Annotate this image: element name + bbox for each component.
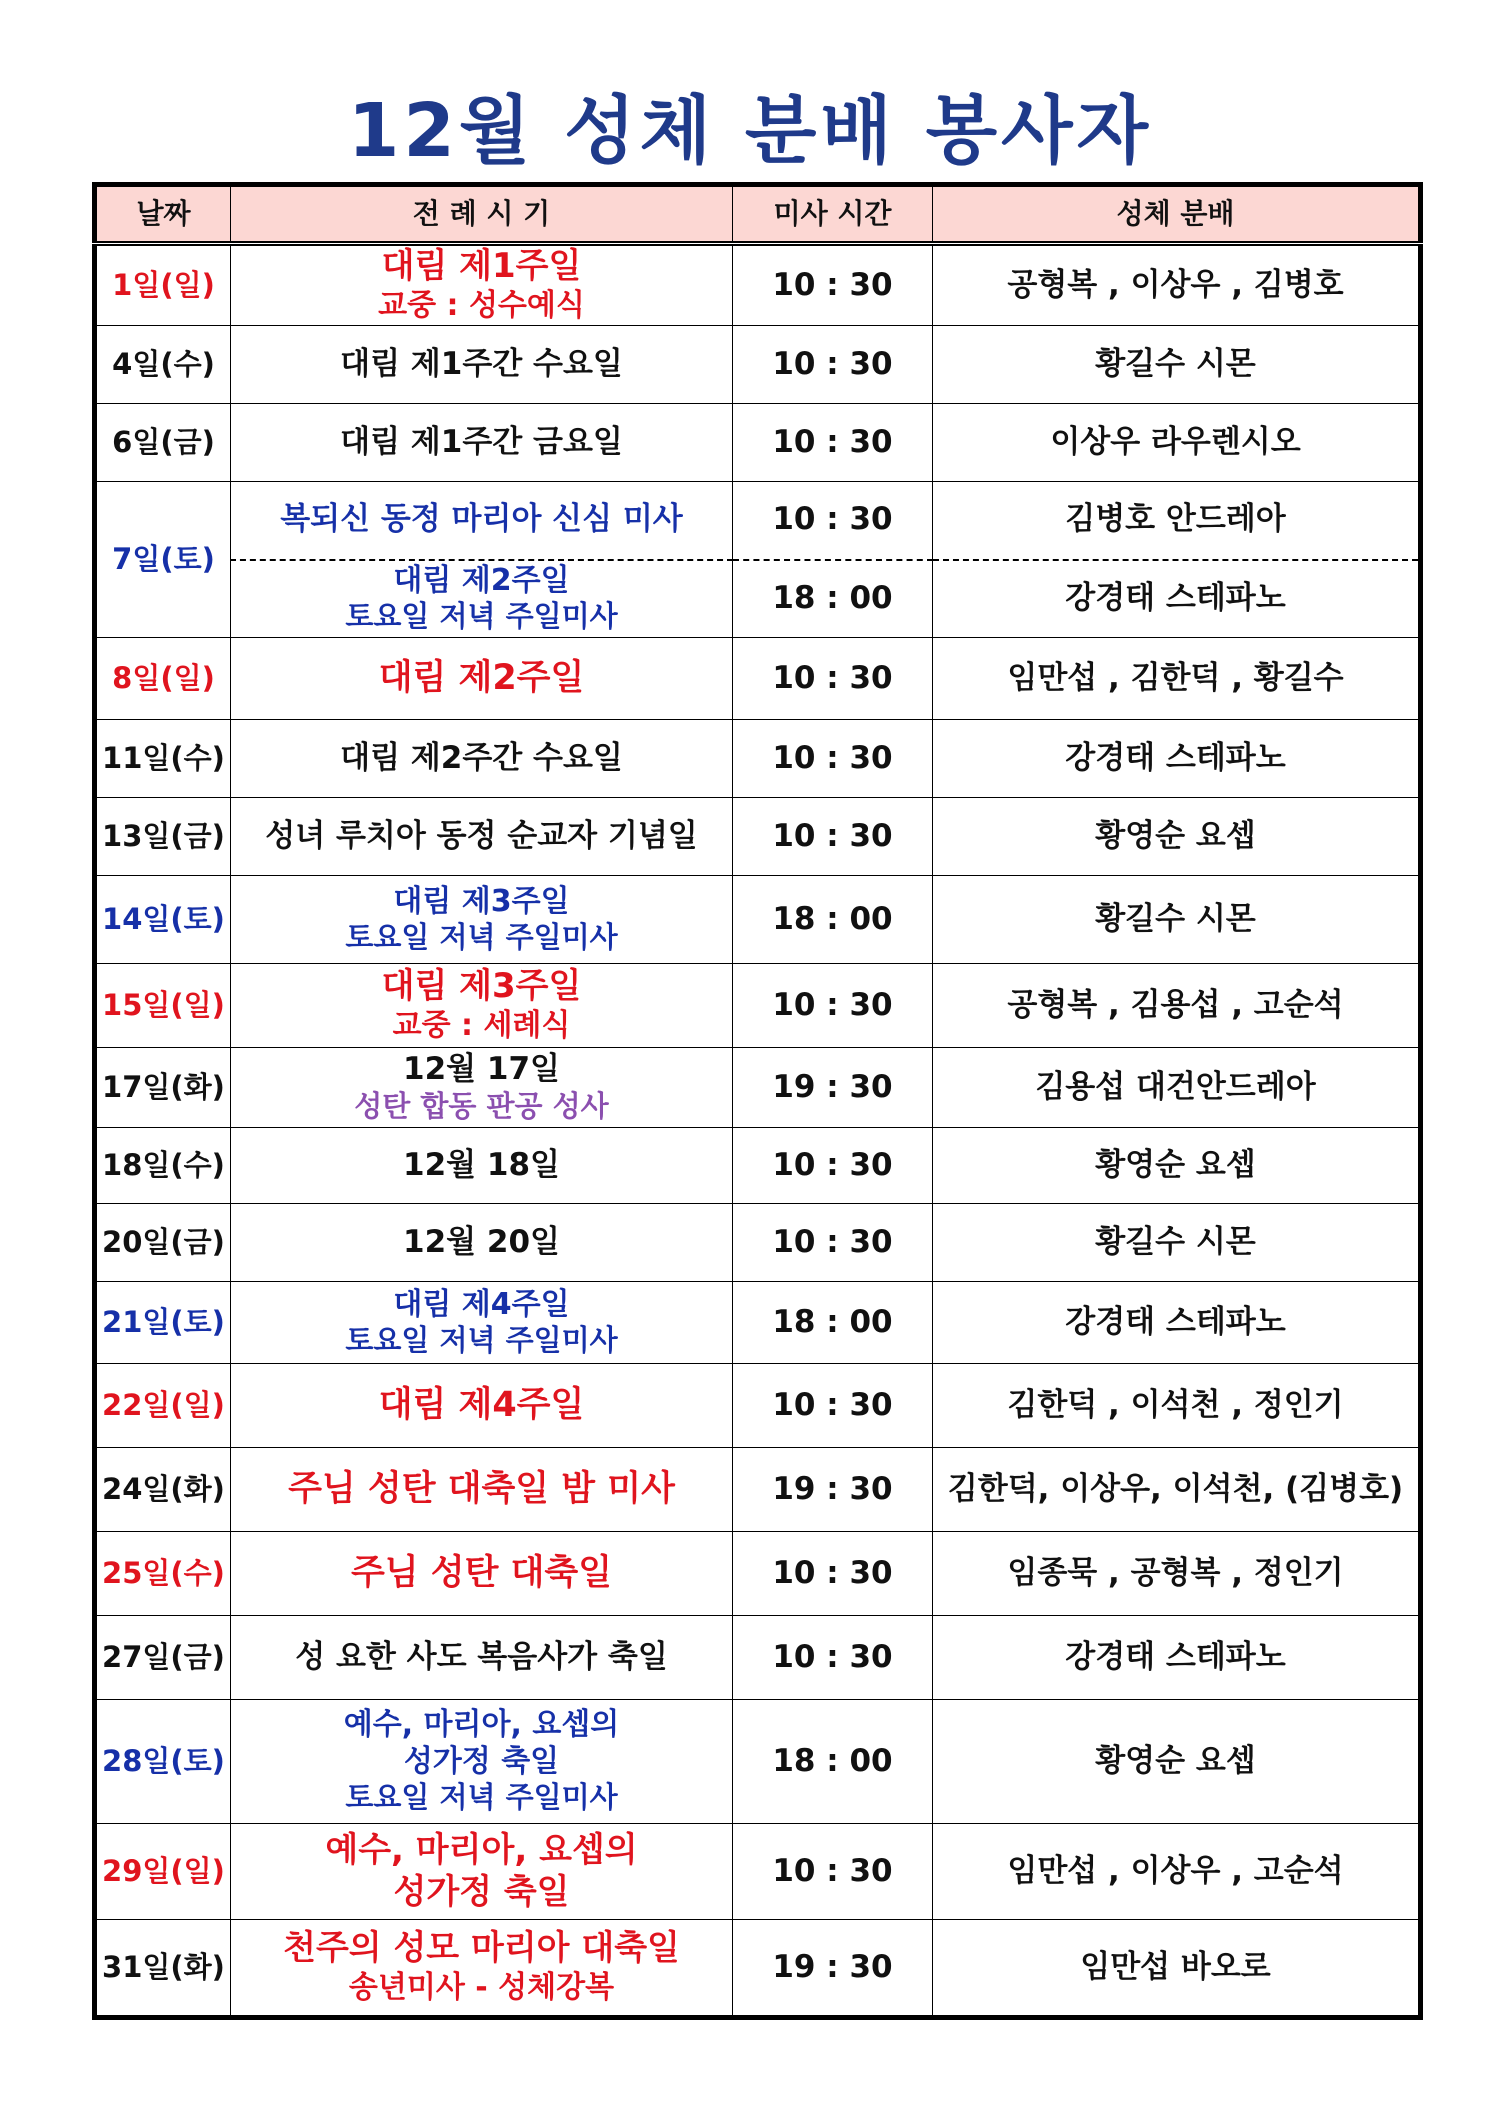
table-row (95, 1920, 1421, 2018)
table-row (95, 1616, 1421, 1700)
event-line: 12월 20일 (403, 1223, 560, 1260)
table-row (95, 638, 1421, 720)
page-title: 12월 성체 분배 봉사자 (347, 88, 1153, 174)
liturgical-event-cell (231, 1532, 733, 1616)
date-cell: 27일(금) (95, 1616, 231, 1700)
liturgical-event-cell (231, 876, 733, 964)
mass-time-cell: 18 : 00 (733, 560, 933, 638)
date-cell: 20일(금) (95, 1204, 231, 1282)
servers-cell: 강경태 스테파노 (933, 560, 1421, 638)
table-row (95, 1204, 1421, 1282)
event-line: 주님 성탄 대축일 밤 미사 (288, 1469, 675, 1510)
date-cell: 11일(수) (95, 720, 231, 798)
liturgical-event-cell (231, 326, 733, 404)
event-line: 대림 제2주일 (378, 658, 585, 699)
mass-time-cell: 19 : 30 (733, 1920, 933, 2018)
date-cell: 14일(토) (95, 876, 231, 964)
header-row (95, 185, 1421, 244)
event-line: 성가정 축일 (393, 1871, 570, 1912)
liturgical-event-cell (231, 1128, 733, 1204)
date-cell: 21일(토) (95, 1282, 231, 1364)
table-row (95, 1448, 1421, 1532)
date-cell: 25일(수) (95, 1532, 231, 1616)
mass-time-cell: 10 : 30 (733, 482, 933, 560)
liturgical-event-cell (231, 1824, 733, 1920)
servers-cell: 황길수 시몬 (933, 326, 1421, 404)
event-line: 대림 제3주일 (381, 966, 582, 1007)
date-cell: 6일(금) (95, 404, 231, 482)
date-cell: 7일(토) (95, 482, 231, 638)
table-row (95, 1700, 1421, 1824)
event-line: 성가정 축일 (403, 1743, 560, 1779)
event-line: 예수, 마리아, 요셉의 (343, 1707, 620, 1743)
event-line: 12월 18일 (403, 1146, 560, 1183)
liturgical-event-cell (231, 1204, 733, 1282)
mass-time-cell: 10 : 30 (733, 326, 933, 404)
liturgical-event-cell (231, 1364, 733, 1448)
event-line: 토요일 저녁 주일미사 (345, 920, 618, 955)
event-line: 대림 제4주일 (393, 1286, 570, 1322)
liturgical-event-cell (231, 404, 733, 482)
schedule-table (92, 182, 1423, 2020)
servers-cell: 김한덕, 이상우, 이석천, (김병호) (933, 1448, 1421, 1532)
date-cell: 31일(화) (95, 1920, 231, 2018)
table-row (95, 1128, 1421, 1204)
liturgical-event-cell (231, 1048, 733, 1128)
mass-time-cell: 18 : 00 (733, 1282, 933, 1364)
servers-cell: 황영순 요셉 (933, 798, 1421, 876)
table-row (95, 1532, 1421, 1616)
servers-cell: 이상우 라우렌시오 (933, 404, 1421, 482)
date-cell: 22일(일) (95, 1364, 231, 1448)
servers-cell: 공형복 , 김용섭 , 고순석 (933, 964, 1421, 1048)
date-cell: 17일(화) (95, 1048, 231, 1128)
mass-time-cell: 19 : 30 (733, 1048, 933, 1128)
event-line: 예수, 마리아, 요셉의 (325, 1830, 638, 1871)
event-line: 대림 제2주일 (393, 562, 570, 598)
servers-cell: 황길수 시몬 (933, 1204, 1421, 1282)
table-row (95, 1282, 1421, 1364)
event-line: 복되신 동정 마리아 신심 미사 (280, 501, 683, 538)
table-row (95, 244, 1421, 326)
servers-cell: 황영순 요셉 (933, 1128, 1421, 1204)
mass-time-cell: 10 : 30 (733, 404, 933, 482)
mass-time-cell: 10 : 30 (733, 720, 933, 798)
event-line: 토요일 저녁 주일미사 (345, 1323, 618, 1358)
servers-cell: 강경태 스테파노 (933, 1282, 1421, 1364)
liturgical-event-cell (231, 1282, 733, 1364)
event-line: 토요일 저녁 주일미사 (345, 1780, 618, 1815)
servers-cell: 공형복 , 이상우 , 김병호 (933, 244, 1421, 326)
event-line: 교중 : 세례식 (392, 1007, 571, 1043)
liturgical-event-cell (231, 798, 733, 876)
mass-time-cell: 10 : 30 (733, 1204, 933, 1282)
date-cell: 13일(금) (95, 798, 231, 876)
event-line: 토요일 저녁 주일미사 (345, 599, 618, 634)
date-cell: 4일(수) (95, 326, 231, 404)
table-row (95, 798, 1421, 876)
event-line: 대림 제4주일 (378, 1385, 585, 1426)
event-line: 성 요한 사도 복음사가 축일 (295, 1638, 668, 1675)
table-row (95, 560, 1421, 638)
header-communion-servers: 성체 분배 (933, 185, 1421, 244)
servers-cell: 김병호 안드레아 (933, 482, 1421, 560)
table-row (95, 326, 1421, 404)
mass-time-cell: 10 : 30 (733, 1824, 933, 1920)
mass-time-cell: 18 : 00 (733, 1700, 933, 1824)
table-row (95, 720, 1421, 798)
liturgical-event-cell (231, 720, 733, 798)
header-date: 날짜 (95, 185, 231, 244)
mass-time-cell: 10 : 30 (733, 244, 933, 326)
header-liturgical-season: 전 례 시 기 (231, 185, 733, 244)
event-line: 대림 제2주간 수요일 (340, 739, 623, 776)
schedule-body (95, 244, 1421, 2018)
event-line: 교중 : 성수예식 (378, 287, 585, 323)
mass-time-cell: 18 : 00 (733, 876, 933, 964)
servers-cell: 임만섭 , 김한덕 , 황길수 (933, 638, 1421, 720)
liturgical-event-cell (231, 1700, 733, 1824)
event-line: 12월 17일 (403, 1050, 560, 1087)
event-line: 대림 제1주간 수요일 (340, 345, 623, 382)
event-line: 천주의 성모 마리아 대축일 (283, 1928, 680, 1969)
table-row (95, 876, 1421, 964)
event-line: 대림 제1주간 금요일 (340, 423, 623, 460)
event-line: 대림 제3주일 (393, 883, 570, 919)
date-cell: 1일(일) (95, 244, 231, 326)
liturgical-event-cell (231, 482, 733, 560)
mass-time-cell: 10 : 30 (733, 798, 933, 876)
mass-time-cell: 10 : 30 (733, 964, 933, 1048)
servers-cell: 임만섭 , 이상우 , 고순석 (933, 1824, 1421, 1920)
table-row (95, 1364, 1421, 1448)
servers-cell: 강경태 스테파노 (933, 1616, 1421, 1700)
liturgical-event-cell (231, 560, 733, 638)
servers-cell: 임종묵 , 공형복 , 정인기 (933, 1532, 1421, 1616)
date-cell: 24일(화) (95, 1448, 231, 1532)
servers-cell: 김용섭 대건안드레아 (933, 1048, 1421, 1128)
date-cell: 28일(토) (95, 1700, 231, 1824)
table-row (95, 1824, 1421, 1920)
event-line: 대림 제1주일 (381, 246, 582, 287)
liturgical-event-cell (231, 638, 733, 720)
date-cell: 18일(수) (95, 1128, 231, 1204)
event-line: 주님 성탄 대축일 (350, 1553, 613, 1594)
event-line: 성탄 합동 판공 성사 (354, 1088, 609, 1123)
liturgical-event-cell (231, 1920, 733, 2018)
event-line: 성녀 루치아 동정 순교자 기념일 (265, 817, 698, 854)
liturgical-event-cell (231, 964, 733, 1048)
liturgical-event-cell (231, 244, 733, 326)
mass-time-cell: 10 : 30 (733, 1128, 933, 1204)
servers-cell: 임만섭 바오로 (933, 1920, 1421, 2018)
date-cell: 15일(일) (95, 964, 231, 1048)
mass-time-cell: 10 : 30 (733, 1364, 933, 1448)
mass-time-cell: 10 : 30 (733, 1532, 933, 1616)
table-row (95, 964, 1421, 1048)
date-cell: 29일(일) (95, 1824, 231, 1920)
event-line: 송년미사 - 성체강복 (348, 1969, 615, 2005)
header-mass-time: 미사 시간 (733, 185, 933, 244)
table-row (95, 1048, 1421, 1128)
date-cell: 8일(일) (95, 638, 231, 720)
servers-cell: 황영순 요셉 (933, 1700, 1421, 1824)
liturgical-event-cell (231, 1616, 733, 1700)
servers-cell: 김한덕 , 이석천 , 정인기 (933, 1364, 1421, 1448)
servers-cell: 강경태 스테파노 (933, 720, 1421, 798)
mass-time-cell: 10 : 30 (733, 638, 933, 720)
liturgical-event-cell (231, 1448, 733, 1532)
table-row (95, 482, 1421, 560)
table-row (95, 404, 1421, 482)
mass-time-cell: 19 : 30 (733, 1448, 933, 1532)
servers-cell: 황길수 시몬 (933, 876, 1421, 964)
mass-time-cell: 10 : 30 (733, 1616, 933, 1700)
